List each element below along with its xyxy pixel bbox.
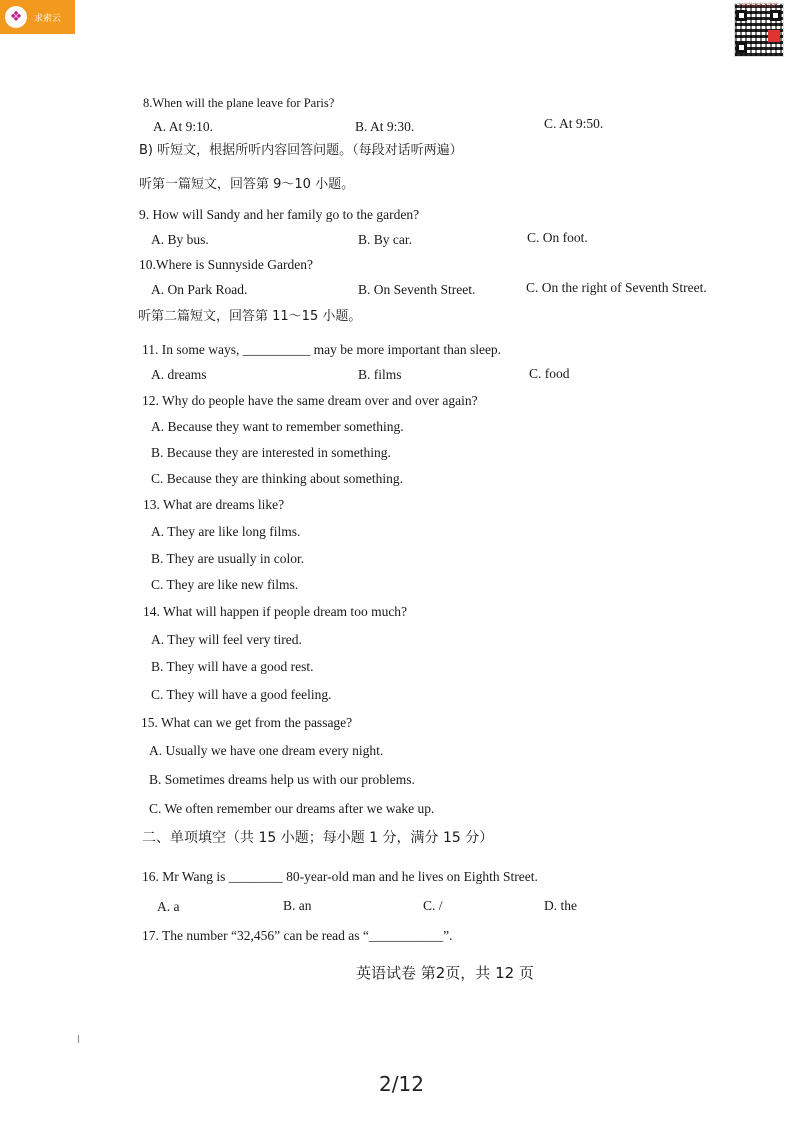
option-11c: C. food	[529, 366, 570, 381]
section-b-instructions: B) 听短文，根据所听内容回答问题。（每段对话听两遍）	[139, 143, 463, 158]
option-11b: B. films	[358, 367, 402, 382]
option-13a: A. They are like long films.	[151, 524, 301, 539]
option-10b: B. On Seventh Street.	[358, 282, 476, 297]
option-16a: A. a	[157, 899, 180, 914]
option-8a: A. At 9:10.	[153, 119, 214, 134]
option-16d: D. the	[544, 898, 577, 913]
option-11a: A. dreams	[151, 367, 207, 382]
option-9a: A. By bus.	[151, 232, 209, 247]
part-2-heading: 二、单项填空（共 15 小题；每小题 1 分，满分 15 分）	[142, 830, 494, 846]
option-13c: C. They are like new films.	[151, 577, 299, 592]
option-14b: B. They will have a good rest.	[151, 659, 314, 674]
brand-name: 求索云	[34, 13, 62, 24]
question-13: 13. What are dreams like?	[143, 497, 285, 512]
question-17: 17. The number “32,456” can be read as “___________”.	[142, 928, 453, 943]
option-9b: B. By car.	[358, 232, 412, 247]
option-8b: B. At 9:30.	[355, 119, 415, 134]
option-12a: A. Because they want to remember something.	[151, 419, 404, 434]
option-12c: C. Because they are thinking about something.	[151, 471, 403, 486]
option-14c: C. They will have a good feeling.	[151, 687, 332, 702]
question-9: 9. How will Sandy and her family go to the garden?	[139, 207, 420, 222]
option-16b: B. an	[283, 898, 312, 913]
option-15a: A. Usually we have one dream every night.	[149, 743, 384, 758]
question-10: 10.Where is Sunnyside Garden?	[139, 257, 313, 272]
question-14: 14. What will happen if people dream too much?	[143, 604, 408, 619]
qr-finder-bottom-left	[736, 42, 747, 53]
page-counter: 2/12	[379, 1072, 424, 1096]
margin-mark	[78, 1035, 79, 1043]
option-16c: C. /	[423, 898, 443, 913]
qr-finder-top-left	[736, 10, 747, 21]
qr-badge-icon	[768, 30, 780, 42]
question-11: 11. In some ways, __________ may be more important than sleep.	[142, 342, 502, 357]
option-14a: A. They will feel very tired.	[151, 632, 302, 647]
exam-page-footer: 英语试卷 第2页，共 12 页	[356, 964, 534, 982]
option-15c: C. We often remember our dreams after we wake up.	[149, 801, 435, 816]
flower-icon: ❖	[5, 6, 27, 28]
passage-1-instructions: 听第一篇短文，回答第 9～10 小题。	[139, 177, 355, 192]
question-8: 8.When will the plane leave for Paris?	[143, 96, 335, 110]
option-9c: C. On foot.	[527, 230, 588, 245]
question-16: 16. Mr Wang is ________ 80-year-old man and he lives on Eighth Street.	[142, 869, 538, 884]
qr-caption: 扫码获取更多资料	[738, 3, 779, 9]
qr-finder-top-right	[770, 10, 781, 21]
option-15b: B. Sometimes dreams help us with our problems.	[149, 772, 415, 787]
option-13b: B. They are usually in color.	[151, 551, 305, 566]
brand-logo	[0, 0, 75, 34]
option-12b: B. Because they are interested in something.	[151, 445, 391, 460]
question-15: 15. What can we get from the passage?	[141, 715, 353, 730]
option-8c: C. At 9:50.	[544, 116, 604, 131]
option-10a: A. On Park Road.	[151, 282, 248, 297]
passage-2-instructions: 听第二篇短文，回答第 11～15 小题。	[138, 309, 362, 324]
question-12: 12. Why do people have the same dream over and over again?	[142, 393, 478, 408]
option-10c: C. On the right of Seventh Street.	[526, 280, 707, 295]
